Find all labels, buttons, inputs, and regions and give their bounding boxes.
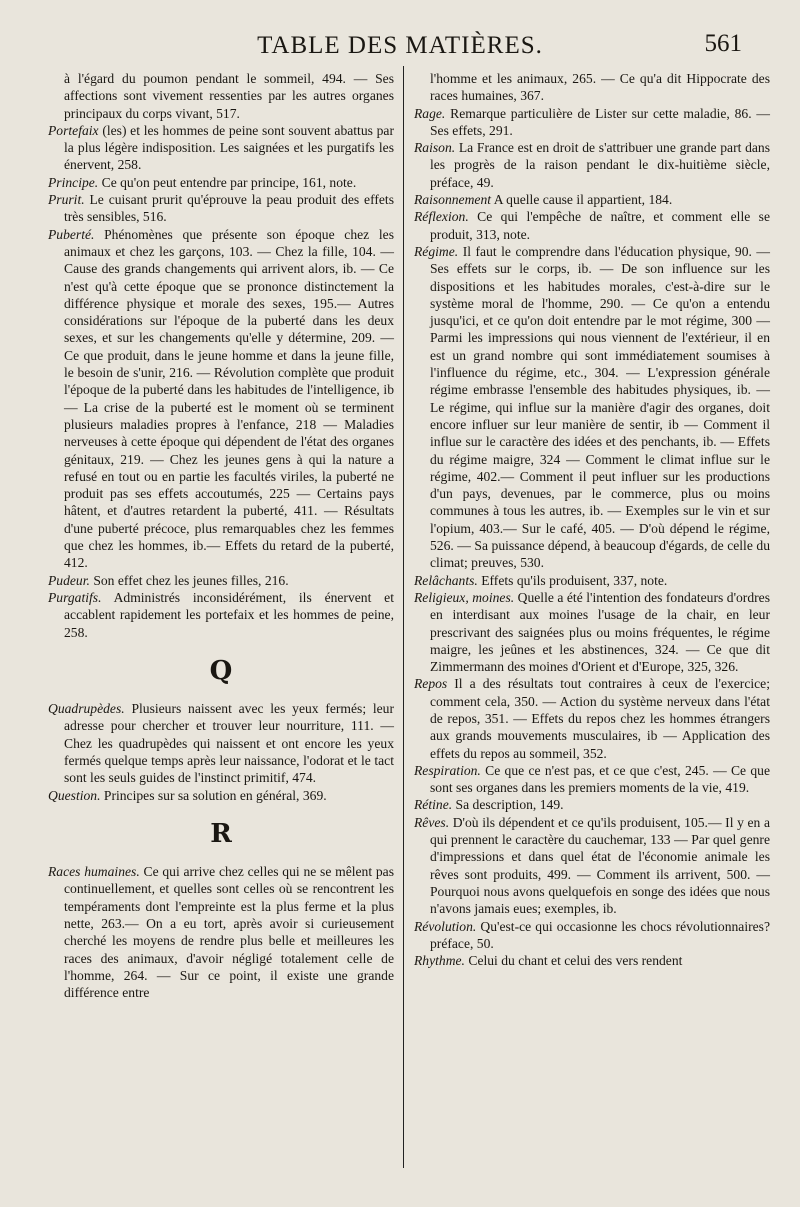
index-text: Ce qui l'empêche de naître, et comment elle se produit, 313, note. xyxy=(430,209,770,242)
index-term: Raison. xyxy=(414,140,456,156)
index-text: La France est en droit de s'attribuer une grande part dans les progrès de la raison pendant le dix-huitième siècle, préface, 49. xyxy=(430,140,770,190)
index-text: Quelle a été l'intention des fondateurs d'ordres en interdisant aux moines l'usage de la chair, en leur prescrivant des saignées plus ou moins fréquentes, le régime maigre, les jeûnes et les abstinences, 324. — Ce que dit Zimmermann des moines d'Orient et d'Europe, 325, 326. xyxy=(430,589,770,675)
page-header xyxy=(0,30,800,64)
index-entry xyxy=(414,952,770,969)
index-text: l'homme et les animaux, 265. — Ce qu'a dit Hippocrate des races humaines, 367. xyxy=(430,71,770,104)
index-entry xyxy=(414,796,770,813)
index-entry xyxy=(414,139,770,191)
index-text: Le cuisant prurit qu'éprouve la peau produit des effets très sensibles, 516. xyxy=(64,192,394,225)
index-term: Réflexion. xyxy=(414,209,469,225)
index-entry xyxy=(48,226,394,572)
index-text: Sa description, 149. xyxy=(455,797,564,813)
index-text: Il faut le comprendre dans l'éducation physique, 90. — Ses effets sur le corps, ib. — De son influence sur les dispositions et les habitudes morales, c'est-à-dire sur le système moral de l'homme, 290. — Ce qu'on a entendu jusqu'ici, et ce qu'on doit entendre par le mot régime, 300 — Parmi les impressions qui nous viennent de l'extérieur, il en est un grand nombre qui sont immédiatement soumises à l'influence du régime, etc., 304. — L'expression générale régime embrasse l'ensemble des habitudes physiques, ib. — Le régime, qui influe sur la manière d'agir des organes, doit encore influer sur leur manière de sentir, ib — Comment il influe sur le caractère des idées et des penchants, ib. — Effets du régime maigre, 324 — Comment le climat influe sur le régime, 402.— Comment il peut influer sur les productions d'un pays, devenues, par le commerce, plus ou moins communes à tous les autres, ib. — Exemples sur le vin et sur l'opium, 403.— Sur le café, 405. — D'où dépend le régime, 526. — Sa puissance dépend, à beaucoup d'égards, de celle du climat; preuves, 530. xyxy=(430,243,770,571)
index-text: Ce qu'on peut entendre par principe, 161, note. xyxy=(101,174,357,190)
index-term: Principe. xyxy=(48,174,99,190)
index-entry xyxy=(48,863,394,1001)
index-text: D'où ils dépendent et ce qu'ils produisent, 105.— Il y en a qui prennent le caractère du cauchemar, 133 — Par quel genre d'impressions et dans quel état de l'économie animale les rêves sont produits, 499. — Comment ils arrivent, 500. — Pourquoi nous avons quelquefois en songe des idées que nous n'avons jamais eues; exemples, ib. xyxy=(430,814,770,917)
index-entry xyxy=(414,814,770,918)
right-column xyxy=(414,70,770,969)
section-letter-q: Q xyxy=(209,655,233,686)
index-text: à l'égard du poumon pendant le sommeil, 494. — Ses affections sont vivement ressenties par les autres organes principaux du corps vivant, 517. xyxy=(64,71,394,121)
index-term: Révolution. xyxy=(414,918,477,934)
index-term: Pudeur. xyxy=(48,572,90,588)
index-text: Ce qui arrive chez celles qui ne se mêlent pas continuellement, et quelles sont celles où se rencontrent les tempéraments dont l'empreinte est la plus ferme et la plus nette, 263.— On a eu tort, après avoir si curieusement cherché les moyens de rendre plus belle et meilleures les races des animaux, d'avoir négligé totalement celle de l'homme, 264. — Sur ce point, il existe une grande différence entre xyxy=(64,864,394,1001)
index-entry xyxy=(414,208,770,243)
index-term: Raisonnement xyxy=(414,192,492,208)
index-entry xyxy=(48,572,394,589)
entries-r xyxy=(48,863,394,1001)
index-text: Plusieurs naissent avec les yeux fermés; leur adresse pour chercher et trouver leur nourriture, 111. — Chez les quadrupèdes qui naissent et ont encore les yeux fermés quelque temps après leur naissance, l'odorat et le tact sont les seuls guides de l'instinct primitif, 474. xyxy=(64,701,394,786)
index-entry xyxy=(414,572,770,589)
index-text: Qu'est-ce qui occasionne les chocs révolutionnaires? préface, 50. xyxy=(430,918,770,951)
page-title: TABLE DES MATIÈRES. xyxy=(257,32,543,59)
index-term: Question. xyxy=(48,787,101,803)
index-entry xyxy=(414,191,770,208)
column-divider xyxy=(403,66,404,1168)
index-entry xyxy=(414,70,770,105)
index-term: Rhythme. xyxy=(414,953,465,969)
index-term: Races humaines. xyxy=(48,864,140,880)
index-text: (les) et les hommes de peine sont souvent abattus par la plus légère indisposition. Les saignées et les purgatifs les énervent, 258. xyxy=(64,122,394,173)
index-term: Respiration. xyxy=(414,762,481,778)
index-term: Quadrupèdes. xyxy=(48,701,125,717)
index-text: Phénomènes que présente son époque chez les animaux et chez les garçons, 103. — Chez la fille, 104. — Cause des grands changements qui arrivent alors, ib. — Ce n'est qu'à cette époque que se prononce distinctement la différence physique et morale des sexes, 195.— Autres considérations sur l'époque de la puberté dans les deux sexes, et sur les changements qu'elle y détermine, 209. — Ce que produit, dans le jeune homme et dans la jeune fille, le besoin de s'unir, 216. — Révolution complète que produit l'époque de la puberté dans les habitudes de l'intelligence, ib — La crise de la puberté est le moment où se terminent plusieurs maladies propres à l'enfance, 218 — Maladies nerveuses à cette époque qui dépendent de l'état des organes génitaux, 219. — Chez les jeunes gens à qui la nature a refusé en tout ou en partie les facultés viriles, la puberté ne produit pas ses effets accoutumés, 225 — Certains pays hâtent, et d'autres retardent la puberté, 411. — Résultats d'une puberté précoce, plus remarquables chez les femmes que chez les hommes, ib.— Effets du retard de la puberté, 412. xyxy=(64,226,394,571)
page-number: 561 xyxy=(704,30,742,57)
index-entry xyxy=(48,70,394,122)
index-text: Celui du chant et celui des vers rendent xyxy=(468,953,683,969)
index-text: Remarque particulière de Lister sur cette maladie, 86. — Ses effets, 291. xyxy=(430,105,770,138)
index-entry xyxy=(48,787,394,804)
index-entry xyxy=(414,589,770,675)
entries-p xyxy=(48,70,394,641)
entries-r-continued xyxy=(414,70,770,969)
index-term: Portefaix xyxy=(48,122,99,138)
index-term: Repos xyxy=(414,676,448,692)
index-entry xyxy=(48,589,394,641)
index-term: Régime. xyxy=(414,243,459,259)
index-text: Ce que ce n'est pas, et ce que c'est, 245. — Ce que sont ses organes dans les premiers moments de la vie, 419. xyxy=(430,762,770,796)
left-column xyxy=(48,70,394,1002)
index-entry xyxy=(414,243,770,572)
index-text: Principes sur sa solution en général, 369. xyxy=(103,787,327,803)
index-text: Effets qu'ils produisent, 337, note. xyxy=(481,572,668,588)
index-text: Il a des résultats tout contraires à ceux de l'exercice; comment cela, 350. — Action du système nerveux dans l'état de repos, 351. — Effets du repos chez les hommes étrangers aux grands mouvements musculaires, ib — Application des effets du repos au sommeil, 352. xyxy=(430,676,770,761)
index-entry xyxy=(48,191,394,226)
index-text: Son effet chez les jeunes filles, 216. xyxy=(93,572,289,588)
index-term: Prurit. xyxy=(48,192,85,208)
index-text: A quelle cause il appartient, 184. xyxy=(493,192,673,208)
index-term: Religieux, moines. xyxy=(414,589,515,605)
section-letter-r: R xyxy=(210,818,232,849)
entries-q xyxy=(48,700,394,804)
index-text: Administrés inconsidérément, ils énervent et accablent rapidement les portefaix et les hommes de peine, 258. xyxy=(64,589,394,640)
index-term: Rage. xyxy=(414,105,446,121)
index-term: Rétine. xyxy=(414,797,453,813)
index-term: Puberté. xyxy=(48,226,95,242)
index-entry xyxy=(48,700,394,786)
index-term: Relâchants. xyxy=(414,572,478,588)
index-entry xyxy=(414,105,770,140)
index-entry xyxy=(414,762,770,797)
index-entry xyxy=(48,122,394,174)
index-entry xyxy=(414,675,770,761)
index-entry xyxy=(48,174,394,191)
index-term: Rêves. xyxy=(414,814,450,830)
index-entry xyxy=(414,918,770,953)
index-term: Purgatifs. xyxy=(48,589,102,605)
